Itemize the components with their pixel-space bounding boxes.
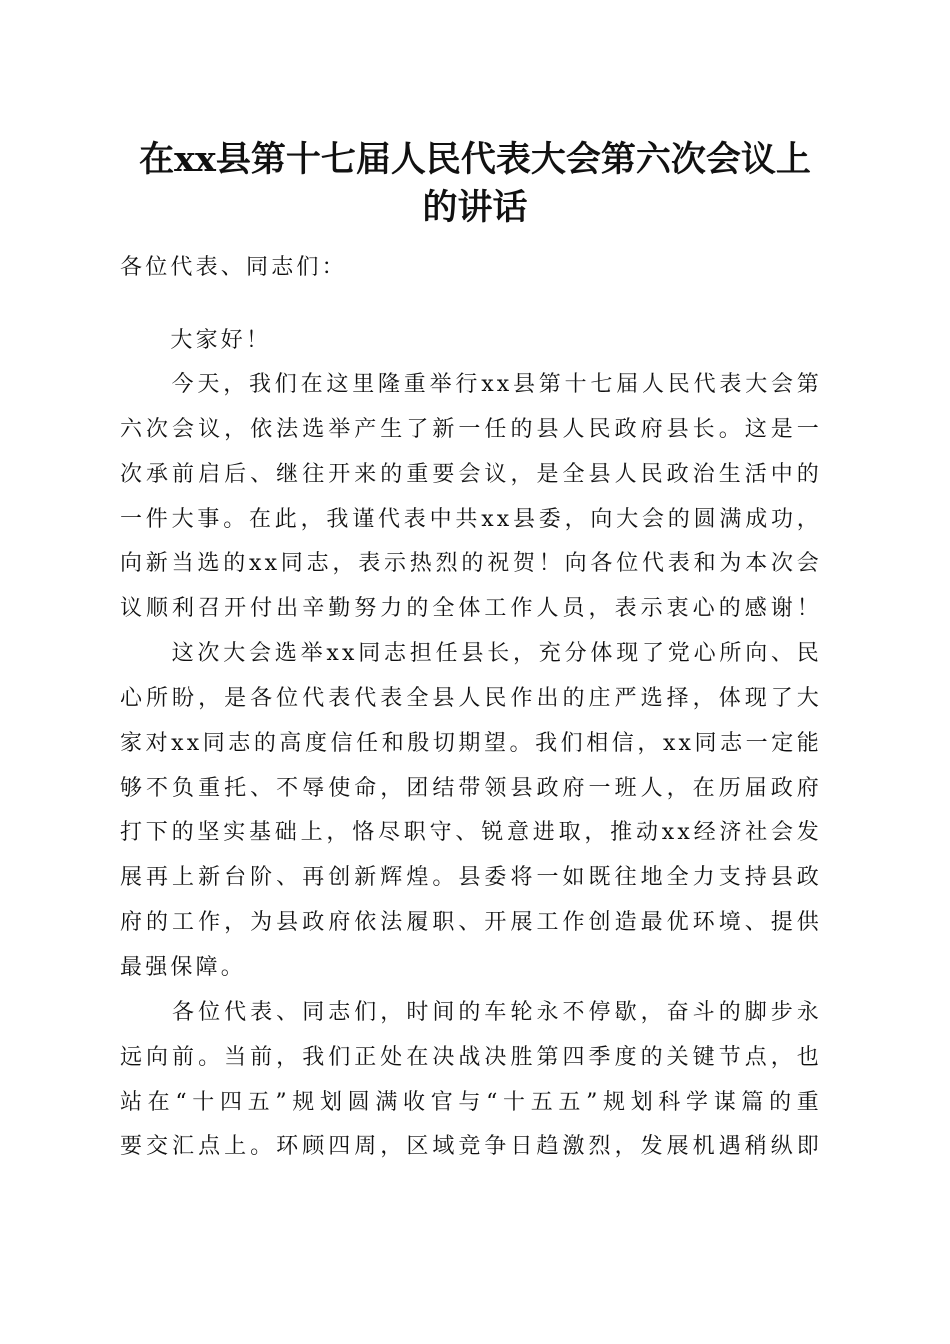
body-line: 家对xx同志的高度信任和殷切期望。我们相信，xx同志一定能 xyxy=(120,731,822,756)
body-line: 向新当选的xx同志，表示热烈的祝贺！向各位代表和为本次会 xyxy=(120,551,822,576)
body-line: 议顺利召开付出辛勤努力的全体工作人员，表示衷心的感谢！ xyxy=(120,596,822,621)
document-title-line-1: 在xx县第十七届人民代表大会第六次会议上 xyxy=(139,139,811,180)
body-line: 今天，我们在这里隆重举行xx县第十七届人民代表大会第 xyxy=(120,372,822,397)
body-line: 远向前。当前，我们正处在决战决胜第四季度的关键节点，也 xyxy=(120,1045,822,1070)
body-line: 展再上新台阶、再创新辉煌。县委将一如既往地全力支持县政 xyxy=(120,865,822,890)
body-line: 站在“十四五”规划圆满收官与“十五五”规划科学谋篇的重 xyxy=(120,1090,822,1115)
body-line: 次承前启后、继往开来的重要会议，是全县人民政治生活中的 xyxy=(120,462,822,487)
body-line: 六次会议，依法选举产生了新一任的县人民政府县长。这是一 xyxy=(120,417,822,442)
body-line: 最强保障。 xyxy=(120,955,247,980)
body-line: 打下的坚实基础上，恪尽职守、锐意进取，推动xx经济社会发 xyxy=(120,820,822,845)
greeting-line: 大家好！ xyxy=(120,328,272,353)
document-title-line-2: 的讲话 xyxy=(422,187,528,228)
body-line: 各位代表、同志们，时间的车轮永不停歇，奋斗的脚步永 xyxy=(120,1000,822,1025)
body-line: 一件大事。在此，我谨代表中共xx县委，向大会的圆满成功， xyxy=(120,507,822,532)
body-line: 要交汇点上。环顾四周，区域竞争日趋激烈，发展机遇稍纵即 xyxy=(120,1134,822,1159)
salutation-line: 各位代表、同志们： xyxy=(120,255,347,280)
body-line: 府的工作，为县政府依法履职、开展工作创造最优环境、提供 xyxy=(120,910,822,935)
body-line: 够不负重托、不辱使命，团结带领县政府一班人，在历届政府 xyxy=(120,776,822,801)
body-line: 心所盼，是各位代表代表全县人民作出的庄严选择，体现了大 xyxy=(120,686,822,711)
body-line: 这次大会选举xx同志担任县长，充分体现了党心所向、民 xyxy=(120,641,822,666)
